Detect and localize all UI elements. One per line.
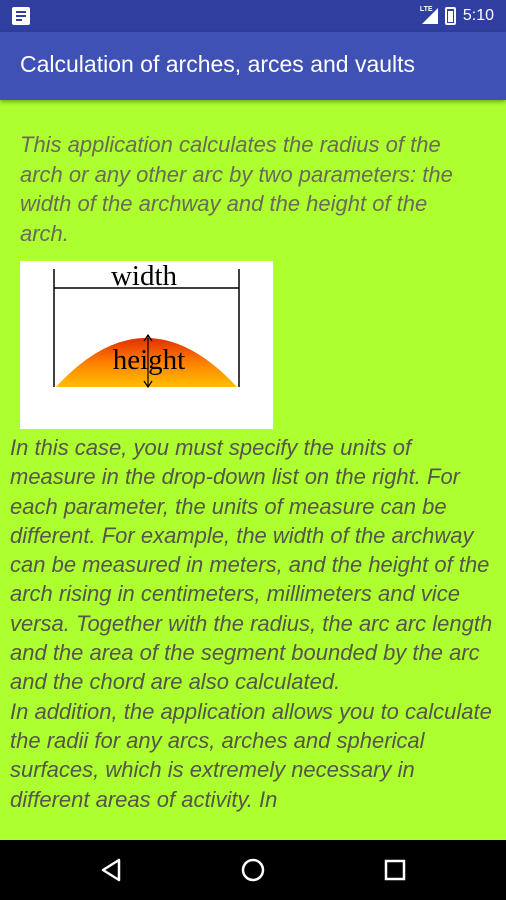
battery-icon: [445, 7, 456, 25]
arch-diagram: [20, 261, 273, 429]
network-type: LTE: [419, 6, 433, 13]
clock: 5:10: [462, 7, 494, 24]
content-scroll[interactable]: [0, 100, 506, 834]
back-icon[interactable]: [97, 855, 127, 885]
description-text: [10, 433, 500, 814]
height-label: height: [112, 344, 186, 376]
width-label: width: [110, 261, 178, 292]
recents-icon[interactable]: [380, 855, 410, 885]
app-title: Calculation of arches, arces and vaults: [20, 51, 416, 77]
app-bar: [0, 32, 506, 100]
navigation-bar: [0, 840, 506, 900]
signal-icon: [419, 6, 438, 24]
description-paragraph-2: In addition, the application allows you to calculate the radii for any arcs, arches and spherical surfaces, which is extremely necessary in different areas of activity. In: [10, 698, 492, 812]
description-paragraph-1: In this case, you must specify the units of measure in the drop-down list on the right. For each parameter, the units of measure can be different. For example, the width of the archway can be measured in meters, and the height of the arch rising in centimeters, millimeters and vice versa. Together with the radius, the arc arc length and the area of the segment bounded by the arc and the chord are also calculated.: [10, 435, 493, 695]
status-bar: [0, 0, 506, 32]
intro-text: This application calculates the radius of the arch or any other arc by two parameters: the width of the archway and the height of the arch.: [20, 132, 453, 246]
home-icon[interactable]: [238, 855, 268, 885]
notification-icon: [12, 7, 30, 25]
